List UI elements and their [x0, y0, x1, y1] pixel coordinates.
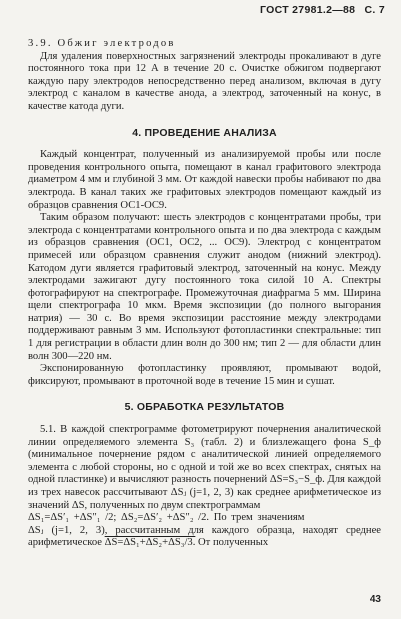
header-page-label: С. 7 [364, 4, 385, 16]
section-5-heading: 5. ОБРАБОТКА РЕЗУЛЬТАТОВ [124, 401, 285, 414]
page-number: 43 [369, 594, 381, 605]
section-3-9-title: 3.9. Обжиг электродов [28, 38, 176, 49]
page-body [28, 38, 381, 550]
section-4-paragraph-1: Каждый концентрат, полученный из анализируемой пробы или после проведения контрольного опыта, помещают в канал графитового электрода диаметром 4 мм и глубиной 3 мм. От каждой навески пробы набивают по два электрода. В канал таких же графитовых электродов помещают каждый из образцов сравнения ОС1-ОС9. [28, 149, 381, 211]
section-5-1-continuation [28, 525, 381, 550]
section-4-paragraph-2: Таким образом получают: шесть электродов с концентратами пробы, три электрода с концентратами контрольного опыта и по два электрода с каждым из образцов сравнения (ОС1, ОС2, ... ОС9). Электрод с концентратом примесей или образцом сравнения служит анодом (нижний электрод). Катодом дуги является графитовый электрод, заточенный на конус. Между электродами зажигают дугу постоянного тока силой 10 А. Спектры фотографируют на спектрографе. Промежуточная диафрагма 5 мм. Ширина щели спектрографа 10 мкм. Время экспозиции (до полного выгорания натрия) — 30 с. Во время экспозиции расстояние между электродами поддерживают равным 3 мм. Используют фотопластинки спектральные: тип 1 для регистрации в области длин волн до 300 нм; тип 2 — для области длин волн 300—220 нм. [28, 212, 381, 362]
standard-code: ГОСТ 27981.2—88 [260, 4, 356, 16]
section-5-1-paragraph: 5.1. В каждой спектрограмме фотометрируют почернения аналитической линии определяемого элемента S₃ (табл. 2) и близлежащего фона S_ф (минимальное почернение рядом с аналитической линией определяемого элемента с любой стороны, но с одной и той же во всех спектрах, снятых на одной пластинке) и вычисляют разность почернений ΔS=S₃−S_ф. Для каждой из трех навесок рассчитывают ΔSⱼ (j=1, 2, 3) как среднее арифметическое из значений ΔS, полученных по двум спектрограммам [28, 424, 381, 511]
mean-formula: ΔS=ΔS₁+ΔS₂+ΔS₃/3. [104, 537, 196, 549]
continuation-end: От полученных [198, 537, 269, 549]
continuation-start: ΔSⱼ (j=1, 2, 3), рассчитанным для каждого образца, находят среднее арифметическое [28, 524, 381, 549]
section-4-heading: 4. ПРОВЕДЕНИЕ АНАЛИЗА [132, 126, 277, 139]
formula-line: ΔS₁=ΔS′₁ +ΔS″₁ /2; ΔS₂=ΔS′₂ +ΔS″₂ /2. По трем значениям [28, 512, 305, 524]
section-4-paragraph-3: Экспонированную фотопластинку проявляют, промывают водой, фиксируют, промывают в проточной воде в течение 15 мин и сушат. [28, 363, 381, 387]
running-header [254, 4, 385, 16]
section-3-9-text: Для удаления поверхностных загрязнений электроды прокаливают в дуге постоянного тока при 12 А в течение 20 с. Очистке обжигом подвергают каждую пару электродов непосредственно перед анализом, включая в дугу электрод с каналом в качестве анода, а электрод, заточенный на конус, в качестве катода дуги. [28, 50, 381, 112]
